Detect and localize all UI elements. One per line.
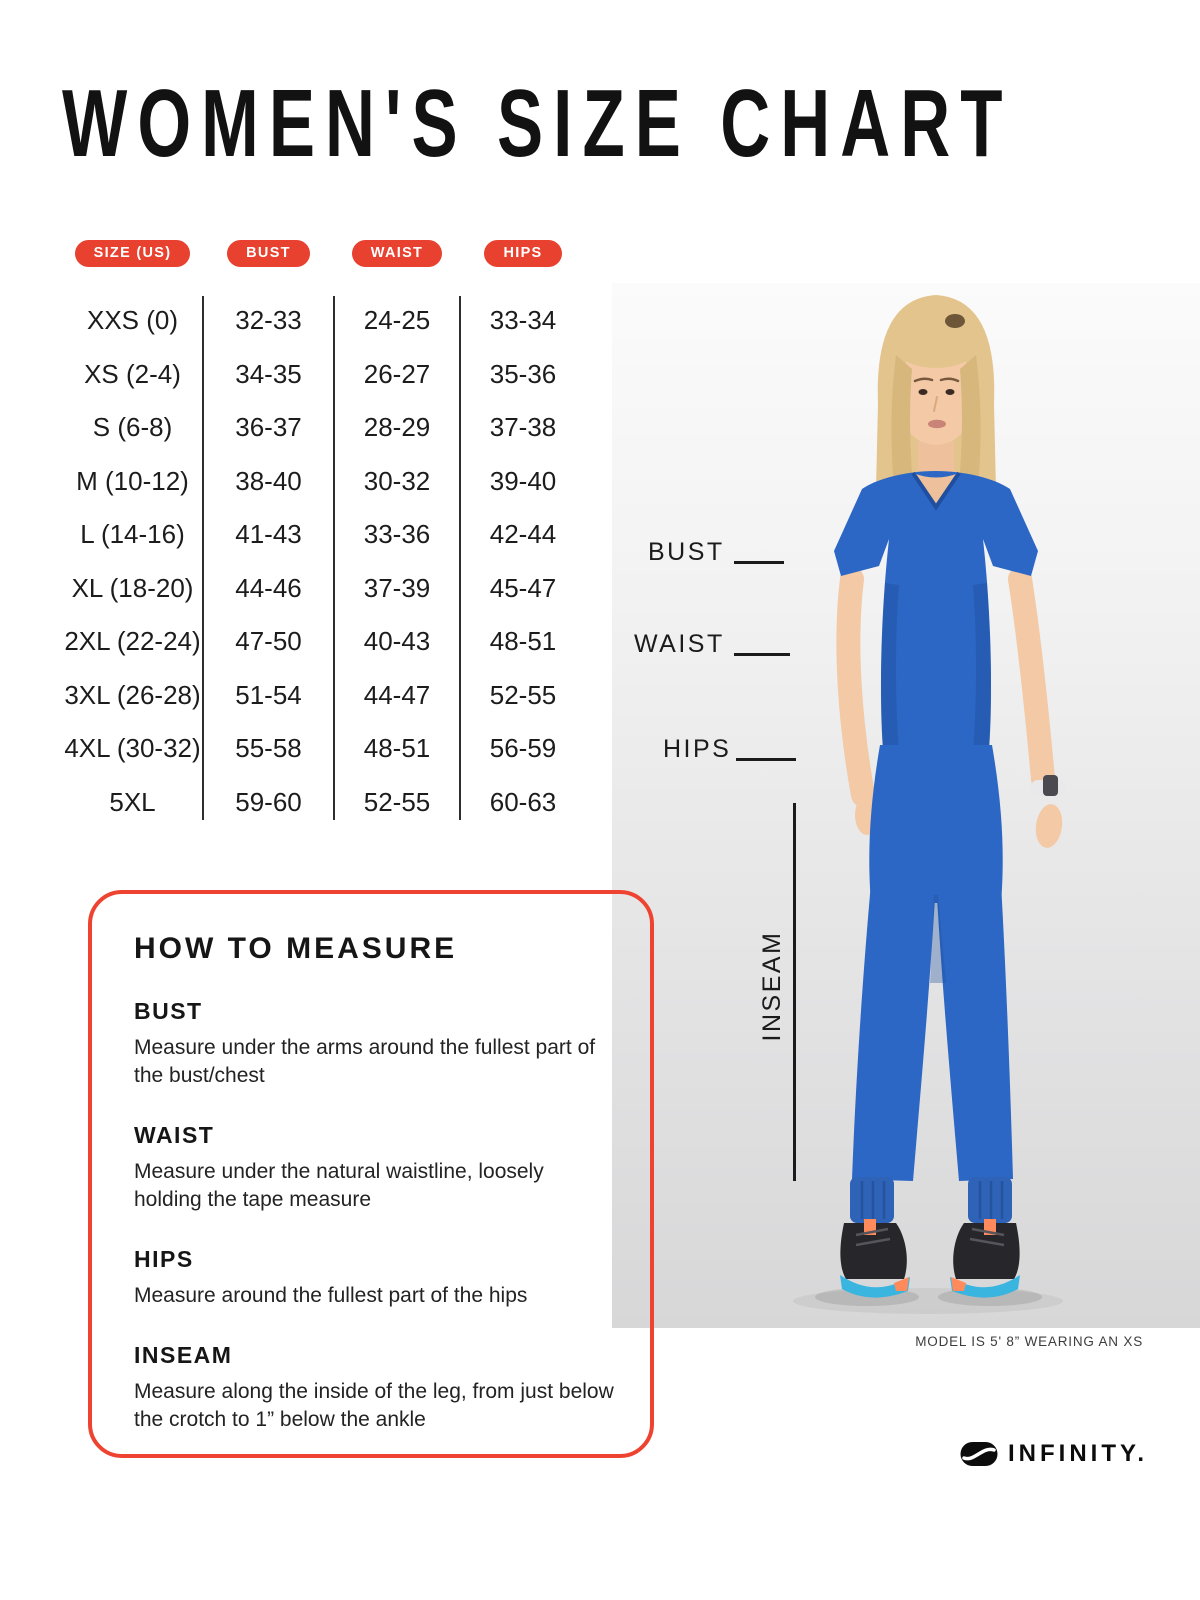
size-table-body [62, 294, 586, 829]
size-table [62, 238, 586, 817]
bust-pointer-line [734, 561, 784, 564]
cell-size: 5XL [109, 786, 156, 817]
table-row [62, 455, 586, 509]
column-divider [459, 296, 461, 820]
cell-size: 2XL (22-24) [64, 626, 201, 657]
table-row [62, 562, 586, 616]
table-row [62, 348, 586, 402]
cell-bust: 36-37 [235, 412, 302, 443]
measure-section-text: Measure under the arms around the fullest part of the bust/chest [134, 1036, 596, 1087]
cell-size: M (10-12) [76, 465, 189, 496]
cell-hips: 52-55 [489, 679, 557, 710]
infinity-logo-icon [960, 1441, 998, 1467]
measure-section [134, 1342, 616, 1434]
cell-size: XXS (0) [86, 305, 179, 336]
bust-pointer-label: BUST [648, 538, 725, 566]
measure-section [134, 998, 616, 1090]
bust-column-badge: BUST [227, 240, 310, 267]
cell-waist: 26-27 [363, 358, 431, 389]
size-column-badge: SIZE (US) [75, 240, 191, 267]
cell-hips: 33-34 [489, 305, 557, 336]
cell-hips: 48-51 [489, 626, 557, 657]
cell-bust: 34-35 [235, 358, 302, 389]
column-divider [333, 296, 335, 820]
table-row [62, 294, 586, 348]
measure-section-label: BUST [134, 998, 203, 1024]
brand-wordmark: INFINITY. [1008, 1440, 1149, 1467]
cell-hips: 56-59 [489, 733, 557, 764]
how-to-measure-heading: HOW TO MEASURE [134, 932, 458, 965]
cell-waist: 24-25 [363, 305, 431, 336]
header-cell-bust [203, 238, 334, 268]
hips-pointer-label: HIPS [663, 735, 732, 763]
cell-hips: 42-44 [489, 519, 557, 550]
measure-section-label: INSEAM [134, 1342, 233, 1368]
measure-section-label: HIPS [134, 1246, 194, 1272]
cell-size: S (6-8) [92, 412, 173, 443]
cell-bust: 41-43 [235, 519, 302, 550]
page-title: WOMEN'S SIZE CHART [62, 70, 1013, 177]
model-caption: MODEL IS 5' 8” WEARING AN XS [915, 1334, 1143, 1349]
cell-waist: 40-43 [363, 626, 431, 657]
inseam-pointer-line [793, 803, 796, 1181]
waist-pointer-label: WAIST [634, 630, 725, 658]
cell-hips: 35-36 [489, 358, 557, 389]
header-cell-hips [460, 238, 586, 268]
table-row [62, 669, 586, 723]
cell-size: XL (18-20) [71, 572, 194, 603]
cell-size: 3XL (26-28) [64, 679, 201, 710]
cell-hips: 39-40 [489, 465, 557, 496]
measure-sections [134, 998, 616, 1434]
measure-section-text: Measure along the inside of the leg, from just below the crotch to 1” below the ankle [134, 1380, 614, 1431]
table-row [62, 776, 586, 830]
hips-column-badge: HIPS [484, 240, 561, 267]
brand-logo [960, 1440, 1148, 1468]
header-cell-waist [334, 238, 460, 268]
measure-section [134, 1122, 616, 1214]
cell-waist: 48-51 [363, 733, 431, 764]
waist-pointer-line [734, 653, 790, 656]
table-row [62, 401, 586, 455]
cell-size: 4XL (30-32) [64, 733, 201, 764]
cell-waist: 30-32 [363, 465, 431, 496]
column-divider [202, 296, 204, 820]
cell-hips: 60-63 [489, 786, 557, 817]
measure-section [134, 1246, 616, 1310]
cell-bust: 32-33 [235, 305, 302, 336]
cell-bust: 47-50 [235, 626, 302, 657]
cell-size: XS (2-4) [84, 358, 181, 389]
model-photo [612, 283, 1200, 1328]
cell-bust: 59-60 [235, 786, 302, 817]
cell-waist: 52-55 [363, 786, 431, 817]
table-row [62, 722, 586, 776]
cell-waist: 33-36 [363, 519, 431, 550]
measure-section-text: Measure under the natural waistline, loosely holding the tape measure [134, 1160, 544, 1211]
cell-size: L (14-16) [80, 519, 185, 550]
cell-waist: 44-47 [363, 679, 431, 710]
measure-section-label: WAIST [134, 1122, 215, 1148]
measure-section-text: Measure around the fullest part of the hips [134, 1284, 528, 1307]
waist-column-badge: WAIST [352, 240, 442, 267]
cell-hips: 37-38 [489, 412, 557, 443]
header-cell-size [62, 238, 203, 268]
cell-bust: 55-58 [235, 733, 302, 764]
cell-bust: 51-54 [235, 679, 302, 710]
model-illustration [612, 283, 1200, 1328]
cell-waist: 28-29 [363, 412, 431, 443]
hips-pointer-line [736, 758, 796, 761]
cell-bust: 38-40 [235, 465, 302, 496]
cell-hips: 45-47 [489, 572, 557, 603]
inseam-pointer-label: INSEAM [758, 930, 786, 1042]
how-to-measure-box [88, 890, 654, 1458]
table-row [62, 508, 586, 562]
size-table-header [62, 238, 586, 268]
cell-waist: 37-39 [363, 572, 431, 603]
table-row [62, 615, 586, 669]
how-to-measure-content [134, 932, 616, 1434]
cell-bust: 44-46 [235, 572, 302, 603]
